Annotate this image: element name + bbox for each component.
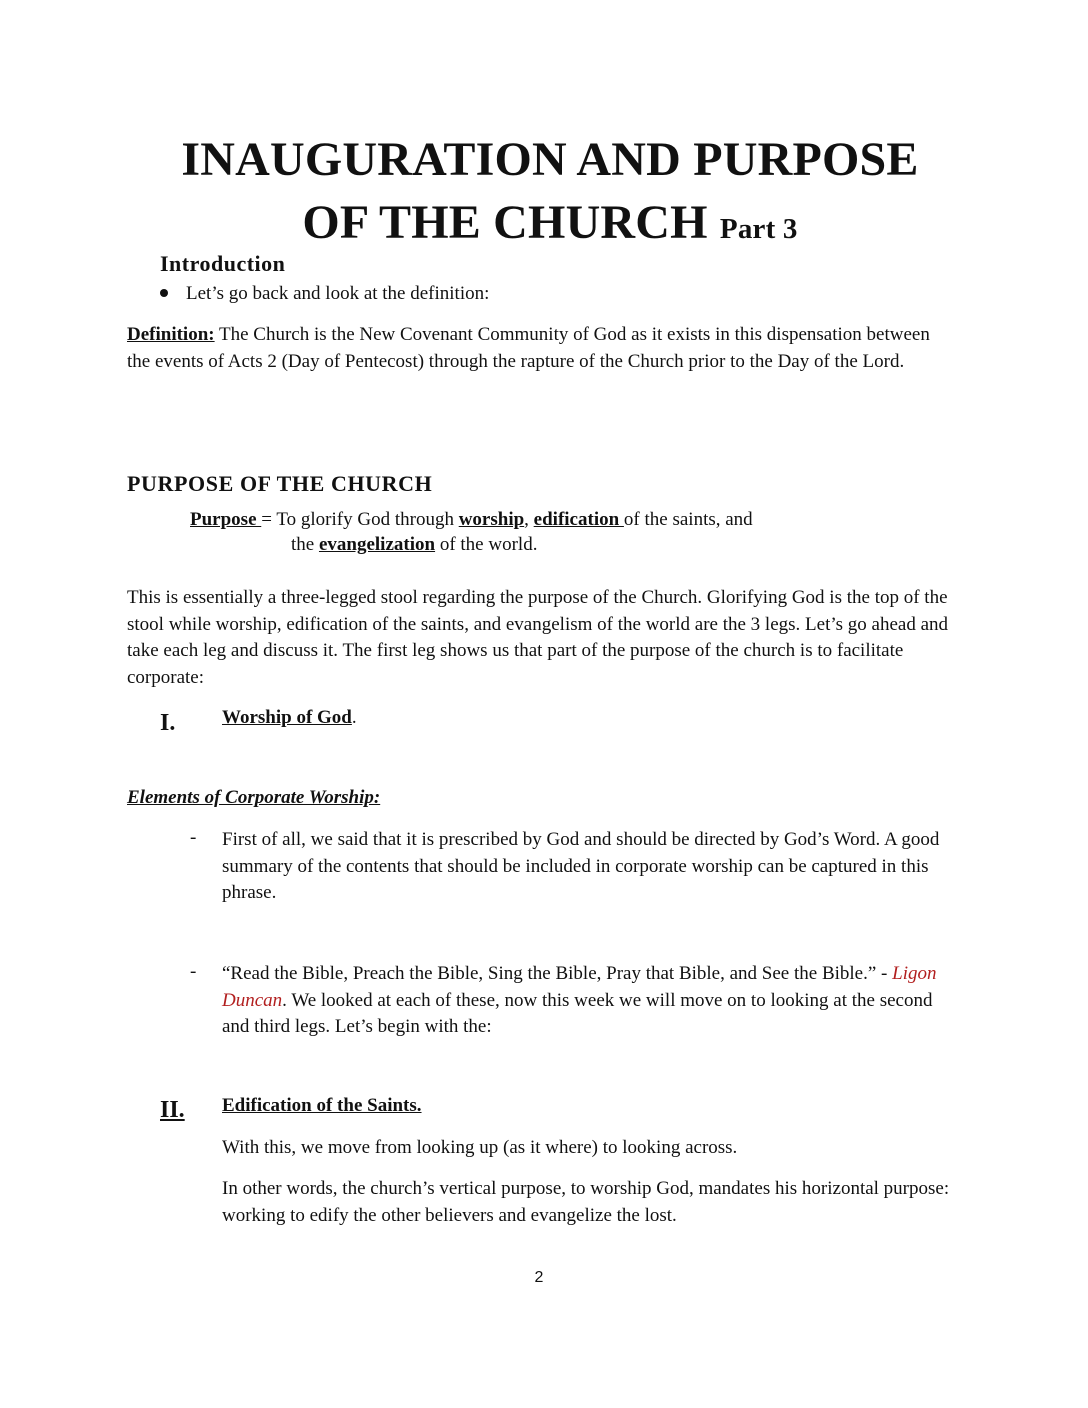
section2-numeral: II. <box>160 1097 185 1123</box>
purpose-text-3: the <box>291 534 319 555</box>
title-line2-text: OF THE CHURCH <box>302 196 708 249</box>
dash-marker-1: - <box>190 827 197 848</box>
purpose-statement-line2 <box>291 534 537 556</box>
intro-bullet-text: Let’s go back and look at the definition: <box>186 283 490 304</box>
definition-paragraph <box>127 322 957 375</box>
purpose-label: Purpose <box>190 509 262 530</box>
bullet-dot-icon <box>160 289 168 297</box>
section1-period: . <box>351 707 357 728</box>
item2-quote: “Read the Bible, Preach the Bible, Sing the Bible, Pray that Bible, and See the Bible.” - <box>222 963 893 984</box>
document-title-line2 <box>0 195 1088 257</box>
purpose-heading: PURPOSE OF THE CHURCH <box>127 471 433 496</box>
item2-rest: . We looked at each of these, now this week we will move on to looking at the second and third legs. Let’s begin with the: <box>222 989 933 1037</box>
item2-author: Ligon Duncan <box>222 963 937 1011</box>
purpose-text-4: of the world. <box>435 534 538 555</box>
intro-bullet <box>160 283 489 305</box>
dash-marker-2: - <box>190 961 197 982</box>
definition-text: The Church is the New Covenant Community of God as it exists in this dispensation between the events of Acts 2 (Day of Pentecost) through the rapture of the Church prior to the Day of the Lord. <box>127 324 930 372</box>
section1-title: Worship of God <box>222 707 352 728</box>
title-part-label: Part 3 <box>719 213 798 245</box>
section2-paragraph-1: With this, we move from looking up (as it where) to looking across. <box>222 1137 738 1158</box>
purpose-worship: worship <box>458 509 525 530</box>
section2-paragraph-2: In other words, the church’s vertical purpose, to worship God, mandates his horizontal purpose: working to edify the other believers and evangelize the lost. <box>222 1178 950 1226</box>
introduction-heading: Introduction <box>160 251 286 276</box>
purpose-edification: edification <box>533 509 624 530</box>
stool-paragraph: This is essentially a three-legged stool regarding the purpose of the Church. Glorifying God is the top of the stool while worship, edification of the saints, and evangelism of the world are the 3 legs. Let’s go ahead and take each leg and discuss it. The first leg shows us that part of the purpose of the church is to facilitate corporate: <box>127 587 949 688</box>
page-number: 2 <box>534 1269 544 1286</box>
elements-item-1: First of all, we said that it is prescribed by God and should be directed by God’s Word. A good summary of the contents that should be included in corporate worship can be captured in this phrase. <box>222 829 940 903</box>
section1-numeral: I. <box>160 710 176 736</box>
purpose-text-2: of the saints, and <box>623 509 753 530</box>
document-title-line1: INAUGURATION AND PURPOSE <box>181 133 919 186</box>
elements-heading: Elements of Corporate Worship: <box>127 787 381 808</box>
definition-label: Definition: <box>127 324 215 345</box>
elements-item-2 <box>222 961 962 1041</box>
purpose-statement-line1 <box>190 509 753 531</box>
purpose-comma: , <box>524 509 534 530</box>
section1-title-line <box>222 707 357 729</box>
purpose-text-1: = To glorify God through <box>261 509 459 530</box>
section2-title: Edification of the Saints. <box>222 1095 422 1116</box>
purpose-evangelization: evangelization <box>318 534 436 555</box>
